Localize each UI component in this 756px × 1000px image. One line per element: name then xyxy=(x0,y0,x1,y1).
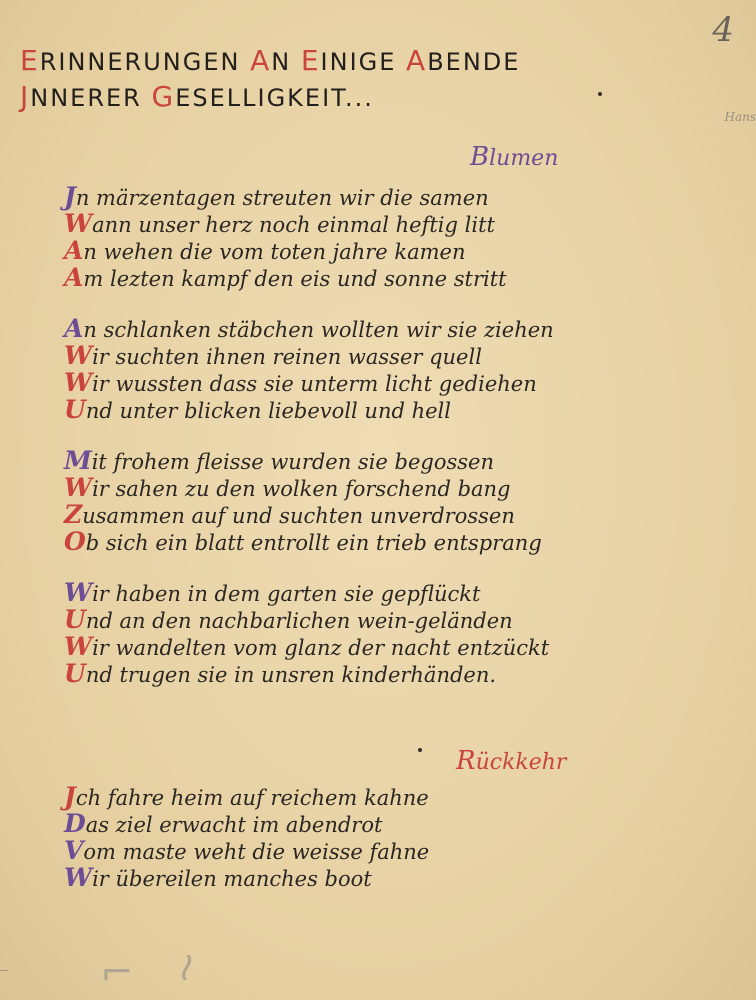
poem-line xyxy=(64,236,465,265)
poem-line xyxy=(64,500,515,529)
heading-word: N xyxy=(271,48,301,76)
poem-title xyxy=(470,142,558,172)
line-text: ir sahen zu den wolken forschend bang xyxy=(92,477,511,501)
line-initial: W xyxy=(64,632,93,661)
heading-initial: G xyxy=(151,80,176,113)
poem-line xyxy=(64,209,495,238)
heading-word: NNERER xyxy=(30,84,152,112)
line-text: nd trugen sie in unsren kinderhänden. xyxy=(85,663,497,687)
poem-line xyxy=(64,473,511,502)
heading-word: INIGE xyxy=(320,48,407,76)
heading-initial: A xyxy=(406,44,428,77)
line-initial: A xyxy=(64,236,84,265)
line-initial: A xyxy=(64,314,84,343)
title-text: lumen xyxy=(489,146,559,171)
line-initial: W xyxy=(64,863,93,892)
poem-line xyxy=(64,863,372,892)
title-initial: B xyxy=(470,142,490,172)
line-initial: A xyxy=(64,263,84,292)
heading-word: ESELLIGKEIT... xyxy=(175,84,374,112)
line-text: ir übereilen manches boot xyxy=(92,867,372,891)
line-text: m lezten kampf den eis und sonne stritt xyxy=(83,267,507,291)
margin-note: Hans xyxy=(724,110,756,124)
line-text: n schlanken stäbchen wollten wir sie ziehen xyxy=(83,318,554,342)
line-text: ir suchten ihnen reinen wasser quell xyxy=(92,345,482,369)
line-initial: W xyxy=(64,341,93,370)
poem-title xyxy=(456,746,566,776)
heading-initial: E xyxy=(300,44,321,77)
line-text: ir wussten dass sie unterm licht gediehen xyxy=(92,372,537,396)
line-text: ir wandelten vom glanz der nacht entzückt xyxy=(92,636,550,660)
poem-line xyxy=(64,314,554,343)
line-initial: Z xyxy=(64,500,83,529)
line-text: b sich ein blatt entrollt ein trieb entsprang xyxy=(85,531,542,555)
line-initial: W xyxy=(64,209,93,238)
line-text: om maste weht die weisse fahne xyxy=(83,840,430,864)
heading-word: BENDE xyxy=(427,48,521,76)
heading-initial: J xyxy=(20,80,31,113)
line-text: ch fahre heim auf reichem kahne xyxy=(75,786,429,810)
heading-line-1 xyxy=(20,44,520,77)
title-initial: R xyxy=(456,746,476,776)
line-initial: O xyxy=(64,527,86,556)
line-initial: W xyxy=(64,473,93,502)
poem-line xyxy=(64,182,489,211)
poem-line xyxy=(64,578,480,607)
poem-line xyxy=(64,782,429,811)
poem-line xyxy=(64,395,451,424)
line-initial: W xyxy=(64,368,93,397)
pencil-mark: ≀ xyxy=(176,944,191,990)
line-text: usammen auf und suchten unverdrossen xyxy=(82,504,515,528)
line-initial: J xyxy=(64,782,76,811)
line-initial: U xyxy=(64,659,86,688)
poem-line xyxy=(64,809,382,838)
heading-initial: E xyxy=(20,44,40,77)
line-initial: U xyxy=(64,605,86,634)
ink-dot xyxy=(598,92,602,96)
ink-dot xyxy=(418,748,422,752)
edge-mark xyxy=(0,970,8,971)
line-initial: D xyxy=(64,809,86,838)
line-text: n märzentagen streuten wir die samen xyxy=(75,186,489,210)
poem-line xyxy=(64,836,429,865)
line-text: nd unter blicken liebevoll und hell xyxy=(85,399,451,423)
line-text: it frohem fleisse wurden sie begossen xyxy=(91,450,494,474)
line-text: ann unser herz noch einmal heftig litt xyxy=(92,213,495,237)
line-initial: U xyxy=(64,395,86,424)
poem-line xyxy=(64,341,482,370)
poem-line xyxy=(64,446,494,475)
poem-line xyxy=(64,263,507,292)
line-text: nd an den nachbarlichen wein-geländen xyxy=(85,609,513,633)
line-text: n wehen die vom toten jahre kamen xyxy=(83,240,466,264)
line-initial: J xyxy=(64,182,76,211)
line-text: as ziel erwacht im abendrot xyxy=(85,813,383,837)
poem-line xyxy=(64,605,513,634)
poem-line xyxy=(64,527,542,556)
title-text: ückkehr xyxy=(475,750,567,775)
heading-word: RINNERUNGEN xyxy=(39,48,251,76)
poem-line xyxy=(64,632,549,661)
page-number: 4 xyxy=(712,10,734,50)
poem-line xyxy=(64,368,537,397)
line-initial: M xyxy=(64,446,92,475)
poem-line xyxy=(64,659,496,688)
line-initial: W xyxy=(64,578,93,607)
pencil-mark: ⌐ xyxy=(100,950,134,996)
heading-line-2 xyxy=(20,80,374,113)
line-initial: V xyxy=(64,836,84,865)
line-text: ir haben in dem garten sie gepflückt xyxy=(92,582,481,606)
heading-initial: A xyxy=(250,44,272,77)
